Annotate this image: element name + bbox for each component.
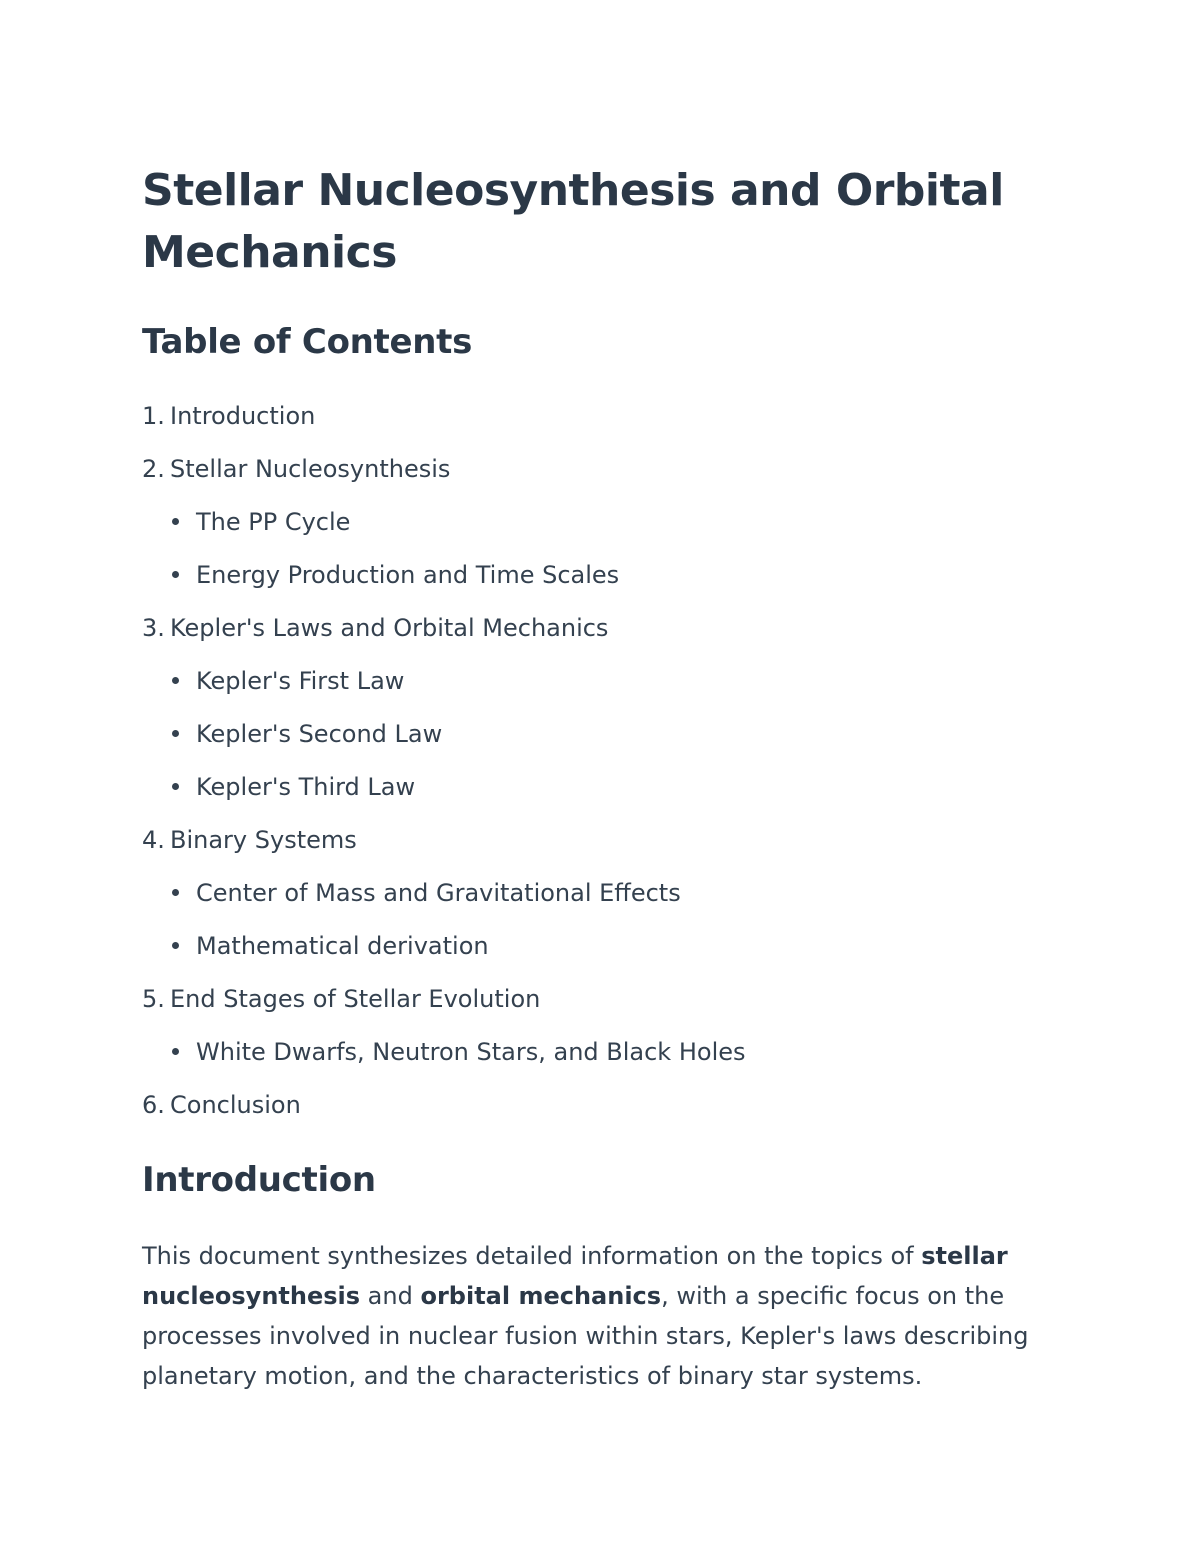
document-page bbox=[142, 160, 1052, 1396]
toc-subitem[interactable] bbox=[142, 867, 1052, 920]
intro-bold-stellar-nucleosynthesis: stellar nucleosynthesis bbox=[142, 1242, 1008, 1310]
toc-item-label: Mathematical derivation bbox=[196, 932, 489, 960]
document-title: Stellar Nucleosynthesis and Orbital Mechanics bbox=[142, 165, 1004, 278]
toc-item-label: The PP Cycle bbox=[196, 508, 351, 536]
toc-subitem[interactable] bbox=[142, 920, 1052, 973]
toc-item[interactable] bbox=[142, 814, 1052, 867]
toc-item-number: 4. bbox=[142, 826, 165, 854]
toc-item-number: 3. bbox=[142, 614, 165, 642]
toc-item-label: Binary Systems bbox=[170, 826, 357, 854]
toc-subitem[interactable] bbox=[142, 708, 1052, 761]
toc-heading: Table of Contents bbox=[142, 322, 473, 362]
toc-subitem[interactable] bbox=[142, 496, 1052, 549]
toc-item-label: Conclusion bbox=[170, 1091, 301, 1119]
introduction-paragraph bbox=[142, 1236, 1047, 1396]
intro-text-3: , with a specific focus on the processes involved in nuclear fusion within stars, Kepler's laws describing planetary motion, and the characteristics of binary star systems. bbox=[142, 1282, 1029, 1390]
toc-item-number: 2. bbox=[142, 455, 165, 483]
introduction-heading: Introduction bbox=[142, 1160, 376, 1200]
toc-subitem[interactable] bbox=[142, 1026, 1052, 1079]
toc-item[interactable] bbox=[142, 602, 1052, 655]
toc-item-label: End Stages of Stellar Evolution bbox=[170, 985, 541, 1013]
toc-item[interactable] bbox=[142, 973, 1052, 1026]
toc-item-label: Center of Mass and Gravitational Effects bbox=[196, 879, 681, 907]
toc-item[interactable] bbox=[142, 390, 1052, 443]
toc-item-label: White Dwarfs, Neutron Stars, and Black Holes bbox=[196, 1038, 746, 1066]
table-of-contents bbox=[142, 390, 1052, 1132]
toc-item-number: 5. bbox=[142, 985, 165, 1013]
toc-item-label: Kepler's Laws and Orbital Mechanics bbox=[170, 614, 609, 642]
toc-item-number: 1. bbox=[142, 402, 165, 430]
toc-subitem[interactable] bbox=[142, 655, 1052, 708]
toc-subitem[interactable] bbox=[142, 761, 1052, 814]
toc-item-label: Kepler's Second Law bbox=[196, 720, 443, 748]
toc-subitem[interactable] bbox=[142, 549, 1052, 602]
toc-item[interactable] bbox=[142, 1079, 1052, 1132]
toc-item-label: Stellar Nucleosynthesis bbox=[170, 455, 451, 483]
toc-item-number: 6. bbox=[142, 1091, 165, 1119]
toc-item-label: Introduction bbox=[170, 402, 316, 430]
intro-text-2: and bbox=[360, 1282, 421, 1310]
toc-item[interactable] bbox=[142, 443, 1052, 496]
toc-item-label: Energy Production and Time Scales bbox=[196, 561, 620, 589]
intro-bold-orbital-mechanics: orbital mechanics bbox=[420, 1282, 662, 1310]
toc-item-label: Kepler's Third Law bbox=[196, 773, 416, 801]
toc-item-label: Kepler's First Law bbox=[196, 667, 405, 695]
intro-text-1: This document synthesizes detailed information on the topics of bbox=[142, 1242, 922, 1270]
